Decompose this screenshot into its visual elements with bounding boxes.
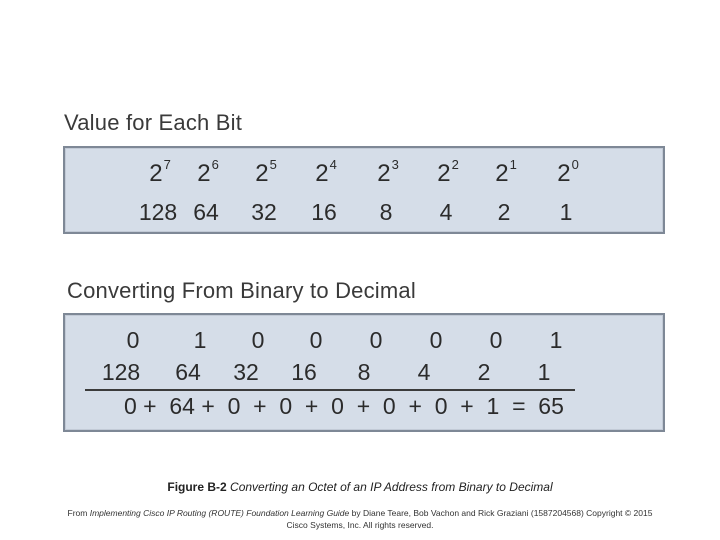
power-exponent: 3 xyxy=(391,157,399,172)
power-exponent: 7 xyxy=(163,157,171,172)
power-of-two xyxy=(476,157,536,188)
figure-title: Converting an Octet of an IP Address from Binary to Decimal xyxy=(226,480,553,494)
bit-value: 1 xyxy=(559,199,573,225)
bit-value: 32 xyxy=(251,199,277,225)
bit-weight: 32 xyxy=(233,359,259,385)
source-copyright: Cisco Systems, Inc. All rights reserved. xyxy=(286,520,434,530)
power-base: 2 xyxy=(377,160,391,187)
bit-value: 2 xyxy=(497,199,511,225)
power-exponent: 2 xyxy=(451,157,459,172)
power-of-two xyxy=(296,157,356,188)
power-exponent: 4 xyxy=(329,157,337,172)
power-of-two xyxy=(418,157,478,188)
bit-weight: 4 xyxy=(417,359,431,385)
bit-value: 128 xyxy=(138,199,178,225)
power-exponent: 0 xyxy=(571,157,579,172)
binary-bit: 1 xyxy=(549,327,563,353)
bit-weight: 64 xyxy=(175,359,201,385)
source-suffix: by Diane Teare, Bob Vachon and Rick Graziani (1587204568) Copyright © 2015 xyxy=(349,508,653,518)
binary-bit: 0 xyxy=(126,327,140,353)
power-base: 2 xyxy=(315,160,329,187)
bit-value: 4 xyxy=(439,199,453,225)
section-title-conversion: Converting From Binary to Decimal xyxy=(67,278,416,303)
binary-bit: 0 xyxy=(251,327,265,353)
power-base: 2 xyxy=(255,160,269,187)
power-exponent: 1 xyxy=(509,157,517,172)
binary-bit: 0 xyxy=(369,327,383,353)
power-base: 2 xyxy=(149,160,163,187)
bit-weight: 128 xyxy=(101,359,141,385)
power-base: 2 xyxy=(437,160,451,187)
power-of-two xyxy=(236,157,296,188)
bit-weight: 16 xyxy=(291,359,317,385)
sum-divider-line xyxy=(85,389,575,391)
bit-weight: 1 xyxy=(537,359,551,385)
source-book: Implementing Cisco IP Routing (ROUTE) Foundation Learning Guide xyxy=(89,508,350,518)
section-title-bit-values: Value for Each Bit xyxy=(64,110,243,135)
binary-bit: 0 xyxy=(309,327,323,353)
power-base: 2 xyxy=(495,160,509,187)
power-of-two xyxy=(358,157,418,188)
power-base: 2 xyxy=(557,160,571,187)
bit-value: 8 xyxy=(379,199,393,225)
bit-weight: 8 xyxy=(357,359,371,385)
power-of-two xyxy=(538,157,598,188)
figure-caption xyxy=(0,480,720,494)
power-exponent: 5 xyxy=(269,157,277,172)
binary-bit: 0 xyxy=(429,327,443,353)
power-exponent: 6 xyxy=(211,157,219,172)
power-base: 2 xyxy=(197,160,211,187)
sum-expression: 0 + 64 + 0 + 0 + 0 + 0 + 0 + 1 = 65 xyxy=(124,393,564,419)
binary-bit: 0 xyxy=(489,327,503,353)
bit-value: 64 xyxy=(193,199,219,225)
bit-weight: 2 xyxy=(477,359,491,385)
source-credit xyxy=(0,507,720,531)
binary-bit: 1 xyxy=(193,327,207,353)
figure-label: Figure B-2 xyxy=(167,480,227,494)
power-of-two xyxy=(178,157,238,188)
bit-value: 16 xyxy=(311,199,337,225)
source-prefix: From xyxy=(67,508,90,518)
